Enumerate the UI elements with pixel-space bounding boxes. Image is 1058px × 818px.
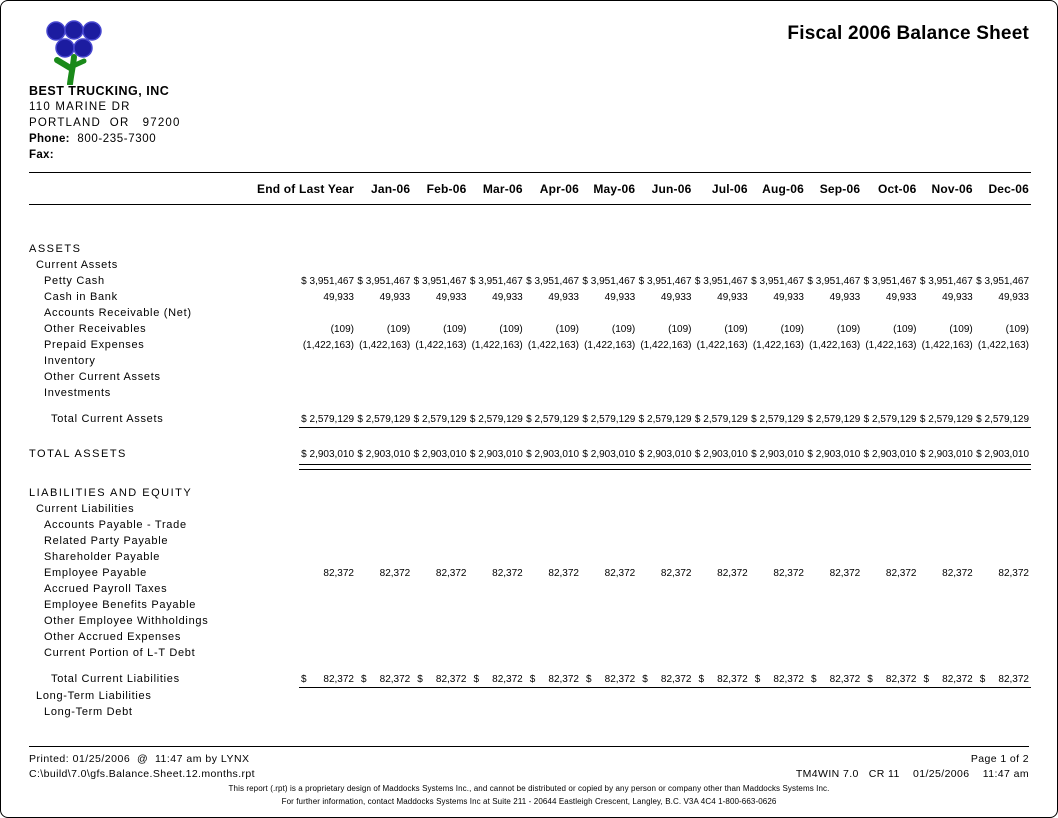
table-row bbox=[29, 565, 1031, 581]
currency-symbol: $ bbox=[586, 673, 592, 685]
cell-value: (109) bbox=[836, 323, 861, 335]
cell-value: (1,422,163) bbox=[471, 339, 523, 351]
page-number: Page 1 of 2 bbox=[970, 753, 1029, 765]
report-footer bbox=[29, 746, 1029, 807]
row-label: Current Assets bbox=[36, 259, 118, 271]
cell-value: $ 2,903,010 bbox=[694, 448, 748, 460]
amount: 82,372 bbox=[829, 673, 861, 685]
amount: 82,372 bbox=[717, 673, 748, 685]
row-label: Current Portion of L-T Debt bbox=[44, 647, 196, 659]
cell-value: $ 2,903,010 bbox=[919, 448, 973, 460]
company-flower-logo-icon bbox=[41, 19, 105, 85]
row-label: Shareholder Payable bbox=[44, 551, 161, 563]
cell-value: $ 2,579,129 bbox=[863, 413, 917, 425]
cell-value: 82,372 bbox=[885, 567, 917, 579]
cell-value: (109) bbox=[611, 323, 636, 335]
cell-value: 49,933 bbox=[660, 291, 692, 303]
cell-value bbox=[356, 674, 412, 685]
row-label: Total Current Liabilities bbox=[51, 673, 180, 685]
amount: 82,372 bbox=[379, 673, 411, 685]
cell-value: $ 2,903,010 bbox=[638, 448, 692, 460]
currency-symbol: $ bbox=[979, 673, 986, 685]
table-row bbox=[29, 446, 1031, 462]
report-header bbox=[29, 1, 1029, 172]
cell-value: $ 3,951,467 bbox=[582, 275, 636, 287]
cell-value bbox=[637, 674, 693, 685]
table-row bbox=[29, 273, 1031, 289]
column-header: Jul-06 bbox=[711, 181, 748, 196]
currency-symbol: $ bbox=[361, 673, 367, 685]
row-spacer bbox=[29, 401, 1031, 411]
column-header: Sep-06 bbox=[819, 181, 861, 196]
currency-symbol: $ bbox=[867, 673, 873, 685]
cell-value: (1,422,163) bbox=[921, 339, 973, 351]
column-header: Feb-06 bbox=[426, 181, 467, 196]
row-label: Total Current Assets bbox=[51, 413, 164, 425]
row-label: Employee Benefits Payable bbox=[44, 599, 197, 611]
cell-value: $ 3,951,467 bbox=[469, 275, 523, 287]
column-header: Jun-06 bbox=[651, 181, 692, 196]
currency-symbol: $ bbox=[754, 673, 761, 685]
cell-value: (109) bbox=[780, 323, 804, 335]
row-label: Cash in Bank bbox=[44, 291, 118, 303]
table-row bbox=[29, 671, 1031, 687]
amount: 82,372 bbox=[492, 673, 523, 685]
cell-value: 49,933 bbox=[323, 291, 354, 303]
cell-value: (109) bbox=[1005, 323, 1029, 335]
disclaimer-line2: For further information, contact Maddocks Systems Inc at Suite 211 - 20644 Eastleigh Crescent, Langley, B.C. V3A 4C4 1-800-663-0626 bbox=[281, 796, 777, 806]
cell-value bbox=[919, 674, 975, 685]
table-row bbox=[29, 549, 1031, 565]
cell-value: $ 2,903,010 bbox=[301, 448, 354, 460]
table-row bbox=[29, 337, 1031, 353]
cell-value: 82,372 bbox=[773, 567, 804, 579]
printed-line: Printed: 01/25/2006 @ 11:47 am by LYNX bbox=[29, 753, 250, 765]
table-row bbox=[29, 353, 1031, 369]
cell-value: (1,422,163) bbox=[809, 339, 861, 351]
disclaimer-line1: This report (.rpt) is a proprietary design of Maddocks Systems Inc., and cannot be distributed or copied by any person or company other than Maddocks Systems Inc. bbox=[228, 784, 830, 793]
currency-symbol: $ bbox=[923, 673, 930, 685]
company-block bbox=[29, 83, 181, 163]
cell-value bbox=[694, 674, 750, 685]
row-label: Employee Payable bbox=[44, 567, 147, 579]
table-row bbox=[29, 305, 1031, 321]
cell-value: 49,933 bbox=[829, 291, 861, 303]
cell-value: $ 2,579,129 bbox=[357, 413, 411, 425]
cell-value: 49,933 bbox=[998, 291, 1029, 303]
cell-value: (1,422,163) bbox=[640, 339, 692, 351]
cell-value: $ 2,579,129 bbox=[807, 413, 861, 425]
cell-value: $ 2,903,010 bbox=[526, 448, 579, 460]
cell-value: 49,933 bbox=[717, 291, 748, 303]
column-header: Oct-06 bbox=[877, 181, 917, 196]
row-label: Long-Term Liabilities bbox=[36, 690, 152, 702]
cell-value: $ 3,951,467 bbox=[413, 275, 467, 287]
cell-value: (1,422,163) bbox=[415, 339, 467, 351]
cell-value: (109) bbox=[724, 323, 748, 335]
cell-value: 49,933 bbox=[492, 291, 523, 303]
cell-value: (1,422,163) bbox=[359, 339, 411, 351]
cell-value bbox=[581, 674, 637, 685]
cell-value: (109) bbox=[555, 323, 579, 335]
cell-value: $ 3,951,467 bbox=[919, 275, 973, 287]
company-address-line2: PORTLAND OR 97200 bbox=[29, 117, 181, 129]
column-header: Jan-06 bbox=[371, 181, 411, 196]
row-label: Other Accrued Expenses bbox=[44, 631, 182, 643]
column-header: Apr-06 bbox=[539, 181, 579, 196]
cell-value: (109) bbox=[330, 323, 354, 335]
cell-value: $ 2,579,129 bbox=[582, 413, 636, 425]
table-header-row bbox=[29, 172, 1031, 205]
cell-value: $ 3,951,467 bbox=[526, 275, 579, 287]
cell-value: (109) bbox=[443, 323, 467, 335]
table-body bbox=[29, 205, 1031, 720]
amount: 82,372 bbox=[773, 673, 804, 685]
row-label: Related Party Payable bbox=[44, 535, 169, 547]
row-label: Accounts Payable - Trade bbox=[44, 519, 187, 531]
company-fax-line bbox=[29, 147, 181, 163]
cell-value: $ 2,903,010 bbox=[413, 448, 467, 460]
row-spacer bbox=[29, 470, 1031, 485]
report-title: Fiscal 2006 Balance Sheet bbox=[787, 23, 1029, 44]
cell-value: $ 2,903,010 bbox=[469, 448, 523, 460]
cell-value bbox=[525, 674, 581, 685]
column-header: Dec-06 bbox=[988, 181, 1029, 196]
column-header: Aug-06 bbox=[762, 181, 804, 196]
cell-value: (1,422,163) bbox=[752, 339, 804, 351]
cell-value: (109) bbox=[499, 323, 523, 335]
cell-value bbox=[862, 674, 918, 685]
cell-value: $ 3,951,467 bbox=[301, 275, 354, 287]
currency-symbol: $ bbox=[529, 673, 536, 685]
table-row bbox=[29, 629, 1031, 645]
column-header: Nov-06 bbox=[931, 181, 973, 196]
system-version-line: TM4WIN 7.0 CR 11 01/25/2006 11:47 am bbox=[795, 768, 1029, 780]
cell-value: 82,372 bbox=[604, 567, 636, 579]
amount: 82,372 bbox=[604, 673, 636, 685]
row-label: Investments bbox=[44, 387, 112, 399]
cell-value: $ 3,951,467 bbox=[863, 275, 917, 287]
cell-value bbox=[806, 674, 862, 685]
cell-value: $ 2,579,129 bbox=[694, 413, 748, 425]
cell-value: 49,933 bbox=[604, 291, 636, 303]
row-label: Prepaid Expenses bbox=[44, 339, 145, 351]
cell-value: (109) bbox=[893, 323, 917, 335]
row-label: Long-Term Debt bbox=[44, 706, 133, 718]
table-row bbox=[29, 501, 1031, 517]
cell-value: (1,422,163) bbox=[977, 339, 1029, 351]
cell-value: $ 2,579,129 bbox=[301, 413, 354, 425]
cell-value bbox=[412, 674, 468, 685]
cell-value: $ 2,579,129 bbox=[638, 413, 692, 425]
cell-value: 82,372 bbox=[548, 567, 579, 579]
cell-value: $ 3,951,467 bbox=[694, 275, 748, 287]
cell-value: $ 2,579,129 bbox=[919, 413, 973, 425]
row-spacer bbox=[29, 661, 1031, 671]
cell-value: (1,422,163) bbox=[865, 339, 917, 351]
cell-value: 82,372 bbox=[492, 567, 523, 579]
table-row bbox=[29, 257, 1031, 273]
cell-value: 82,372 bbox=[660, 567, 692, 579]
cell-value: $ 3,951,467 bbox=[807, 275, 861, 287]
cell-value: 49,933 bbox=[773, 291, 804, 303]
cell-value bbox=[750, 674, 806, 685]
balance-sheet-table bbox=[29, 172, 1031, 720]
table-row bbox=[29, 289, 1031, 305]
cell-value: 82,372 bbox=[435, 567, 467, 579]
cell-value: 49,933 bbox=[885, 291, 917, 303]
cell-value: $ 3,951,467 bbox=[751, 275, 804, 287]
fax-label: Fax: bbox=[29, 149, 54, 161]
amount: 82,372 bbox=[660, 673, 692, 685]
currency-symbol: $ bbox=[811, 673, 817, 685]
row-label: LIABILITIES AND EQUITY bbox=[29, 487, 193, 499]
currency-symbol: $ bbox=[417, 673, 423, 685]
amount: 82,372 bbox=[942, 673, 973, 685]
row-label: Accrued Payroll Taxes bbox=[44, 583, 168, 595]
currency-symbol: $ bbox=[642, 673, 648, 685]
row-label: TOTAL ASSETS bbox=[29, 448, 127, 460]
amount: 82,372 bbox=[435, 673, 467, 685]
table-row bbox=[29, 645, 1031, 661]
footer-info bbox=[29, 752, 1029, 782]
cell-value: (109) bbox=[949, 323, 973, 335]
amount: 82,372 bbox=[323, 673, 354, 685]
column-header: End of Last Year bbox=[256, 181, 354, 196]
footer-left bbox=[29, 752, 255, 782]
cell-value: (109) bbox=[668, 323, 692, 335]
cell-value bbox=[469, 674, 525, 685]
company-name: BEST TRUCKING, INC bbox=[29, 84, 170, 98]
footer-right bbox=[796, 752, 1029, 782]
cell-value: $ 2,579,129 bbox=[413, 413, 467, 425]
cell-value: 82,372 bbox=[717, 567, 748, 579]
row-label: Other Employee Withholdings bbox=[44, 615, 209, 627]
table-row bbox=[29, 613, 1031, 629]
phone-value: 800-235-7300 bbox=[77, 133, 157, 145]
cell-value: 82,372 bbox=[323, 567, 354, 579]
column-header: May-06 bbox=[593, 181, 636, 196]
cell-value bbox=[251, 674, 356, 685]
table-row bbox=[29, 411, 1031, 427]
cell-value: $ 2,903,010 bbox=[976, 448, 1029, 460]
row-spacer bbox=[29, 428, 1031, 446]
table-row bbox=[29, 597, 1031, 613]
table-row bbox=[29, 485, 1031, 501]
cell-value: (1,422,163) bbox=[584, 339, 636, 351]
cell-value: $ 2,903,010 bbox=[751, 448, 804, 460]
amount: 82,372 bbox=[548, 673, 579, 685]
cell-value: $ 2,903,010 bbox=[863, 448, 917, 460]
cell-value: $ 3,951,467 bbox=[976, 275, 1029, 287]
phone-label: Phone: bbox=[29, 133, 70, 145]
row-label: Inventory bbox=[44, 355, 96, 367]
table-row bbox=[29, 581, 1031, 597]
currency-symbol: $ bbox=[698, 673, 705, 685]
cell-value: $ 2,903,010 bbox=[807, 448, 861, 460]
row-label: Petty Cash bbox=[44, 275, 105, 287]
cell-value bbox=[975, 674, 1031, 685]
cell-value: $ 3,951,467 bbox=[357, 275, 411, 287]
company-phone-line bbox=[29, 131, 181, 147]
column-header: Mar-06 bbox=[482, 181, 523, 196]
cell-value: $ 2,579,129 bbox=[469, 413, 523, 425]
cell-value: $ 2,579,129 bbox=[976, 413, 1029, 425]
table-row bbox=[29, 517, 1031, 533]
cell-value: 82,372 bbox=[998, 567, 1029, 579]
amount: 82,372 bbox=[885, 673, 917, 685]
cell-value: 49,933 bbox=[942, 291, 973, 303]
currency-symbol: $ bbox=[473, 673, 480, 685]
cell-value: (109) bbox=[386, 323, 411, 335]
row-label: Current Liabilities bbox=[36, 503, 135, 515]
cell-value: 49,933 bbox=[379, 291, 411, 303]
row-label: Accounts Receivable (Net) bbox=[44, 307, 192, 319]
cell-value: $ 2,579,129 bbox=[526, 413, 579, 425]
amount: 82,372 bbox=[998, 673, 1029, 685]
cell-value: (1,422,163) bbox=[302, 339, 354, 351]
company-address-line1: 110 MARINE DR bbox=[29, 101, 131, 113]
cell-value: 49,933 bbox=[548, 291, 579, 303]
table-row bbox=[29, 321, 1031, 337]
table-row bbox=[29, 369, 1031, 385]
cell-value: $ 2,903,010 bbox=[357, 448, 411, 460]
row-label: Other Receivables bbox=[44, 323, 147, 335]
cell-value: 49,933 bbox=[435, 291, 467, 303]
cell-value: 82,372 bbox=[942, 567, 973, 579]
table-row bbox=[29, 704, 1031, 720]
report-path: C:\build\7.0\gfs.Balance.Sheet.12.months.rpt bbox=[29, 768, 255, 780]
row-label: Other Current Assets bbox=[44, 371, 161, 383]
cell-value: $ 2,903,010 bbox=[582, 448, 636, 460]
cell-value: $ 3,951,467 bbox=[638, 275, 692, 287]
table-row bbox=[29, 385, 1031, 401]
cell-value: $ 2,579,129 bbox=[751, 413, 804, 425]
currency-symbol: $ bbox=[301, 673, 307, 685]
table-row bbox=[29, 241, 1031, 257]
table-row bbox=[29, 688, 1031, 704]
row-label: ASSETS bbox=[29, 243, 82, 255]
cell-value: (1,422,163) bbox=[696, 339, 748, 351]
cell-value: 82,372 bbox=[379, 567, 411, 579]
cell-value: (1,422,163) bbox=[527, 339, 579, 351]
table-row bbox=[29, 533, 1031, 549]
cell-value: 82,372 bbox=[829, 567, 861, 579]
